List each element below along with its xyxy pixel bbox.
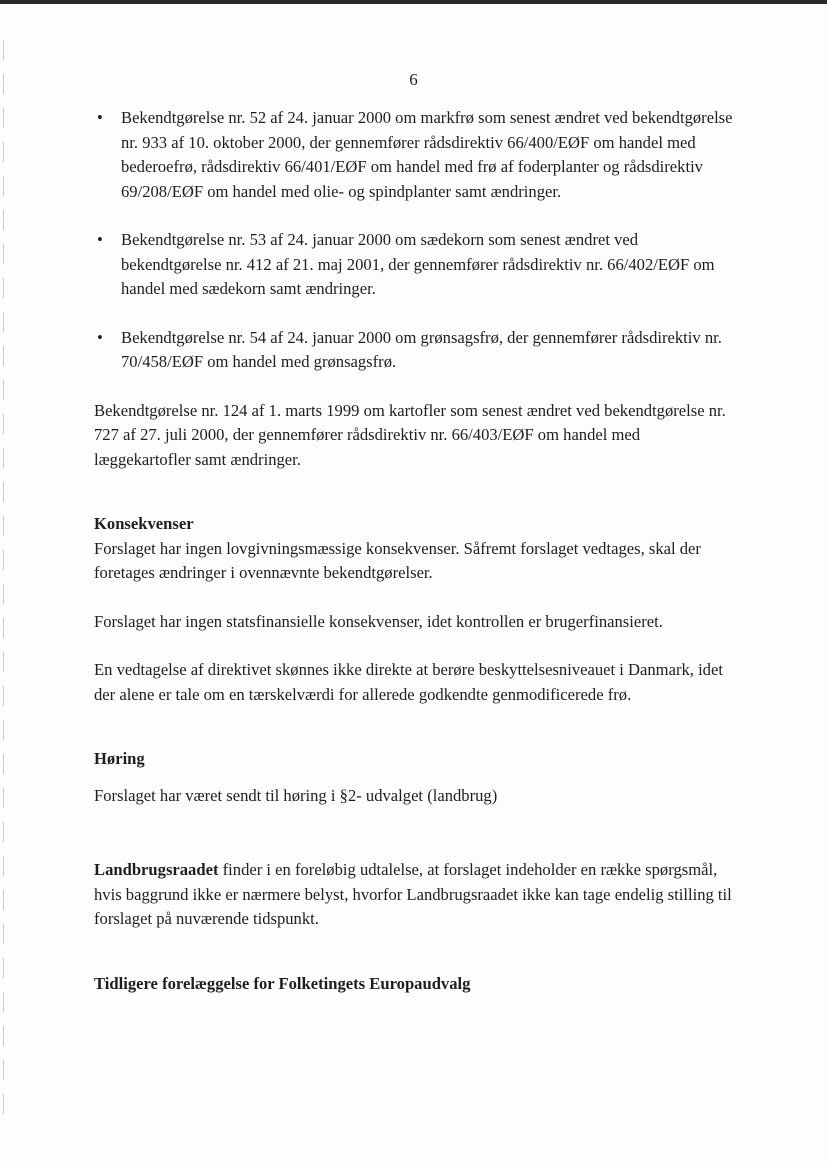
konsekvenser-heading: Konsekvenser [94,514,194,533]
konsekvenser-paragraph-3: En vedtagelse af direktivet skønnes ikke direkte at berøre beskyttelsesniveauet i Danmark, idet der alene er tale om en tærskelværdi for allerede godkendte genmodificerede frø. [94,660,723,704]
hoering-heading: Høring [94,749,145,768]
document-body [94,106,734,996]
bullet-icon: • [97,327,103,347]
list-item-text: Bekendtgørelse nr. 52 af 24. januar 2000 om markfrø som senest ændret ved bekendtgørelse nr. 933 af 10. oktober 2000, der gennemfører rådsdirektiv 66/400/EØF om handel med bederoefrø, rådsdirektiv 66/401/EØF om handel med frø af foderplanter og rådsdirektiv 69/208/EØF om handel med olie- og spindplanter samt ændringer. [121,108,733,201]
list-item [94,106,734,204]
tidligere-heading: Tidligere forelæggelse for Folketingets Europaudvalg [94,973,471,993]
landbrugsraadet-lead: Landbrugsraadet [94,860,219,879]
list-item-text: Bekendtgørelse nr. 54 af 24. januar 2000 om grønsagsfrø, der gennemfører rådsdirektiv nr. 70/458/EØF om handel med grønsagsfrø. [121,327,722,371]
bullet-icon: • [97,108,103,127]
kartofler-paragraph: Bekendtgørelse nr. 124 af 1. marts 1999 om kartofler som senest ændret ved bekendtgørelse nr. 727 af 27. juli 2000, der gennemfører rådsdirektiv nr. 66/403/EØF om handel med læggekartofler samt ændringer. [94,400,726,469]
top-border [0,0,827,4]
page-number: 6 [409,70,418,89]
list-item [94,326,734,375]
list-item [94,228,734,302]
bullet-icon: • [97,230,103,249]
hoering-paragraph-2-text: finder i en foreløbig udtalelse, at forslaget indeholder en række spørgsmål, hvis baggrund ikke er nærmere belyst, hvorfor Landbrugsraadet ikke kan tage endelig stilling til forslaget på nuværende tidspunkt. [94,860,732,928]
konsekvenser-paragraph-1: Forslaget har ingen lovgivningsmæssige konsekvenser. Såfremt forslaget vedtages, skal der foretages ændringer i ovennævnte bekendtgørelser. [94,538,701,582]
list-item-text: Bekendtgørelse nr. 53 af 24. januar 2000 om sædekorn som senest ændret ved bekendtgørelse nr. 412 af 21. maj 2001, der gennemfører rådsdirektiv nr. 66/402/EØF om handel med sædekorn samt ændringer. [121,230,715,298]
konsekvenser-paragraph-2: Forslaget har ingen statsfinansielle konsekvenser, idet kontrollen er brugerfinansieret. [94,611,663,631]
regulation-list [94,106,734,375]
scan-edge [3,40,4,1120]
hoering-paragraph-1: Forslaget har været sendt til høring i §2- udvalget (landbrug) [94,785,498,805]
hoering-paragraph-2 [94,858,734,932]
